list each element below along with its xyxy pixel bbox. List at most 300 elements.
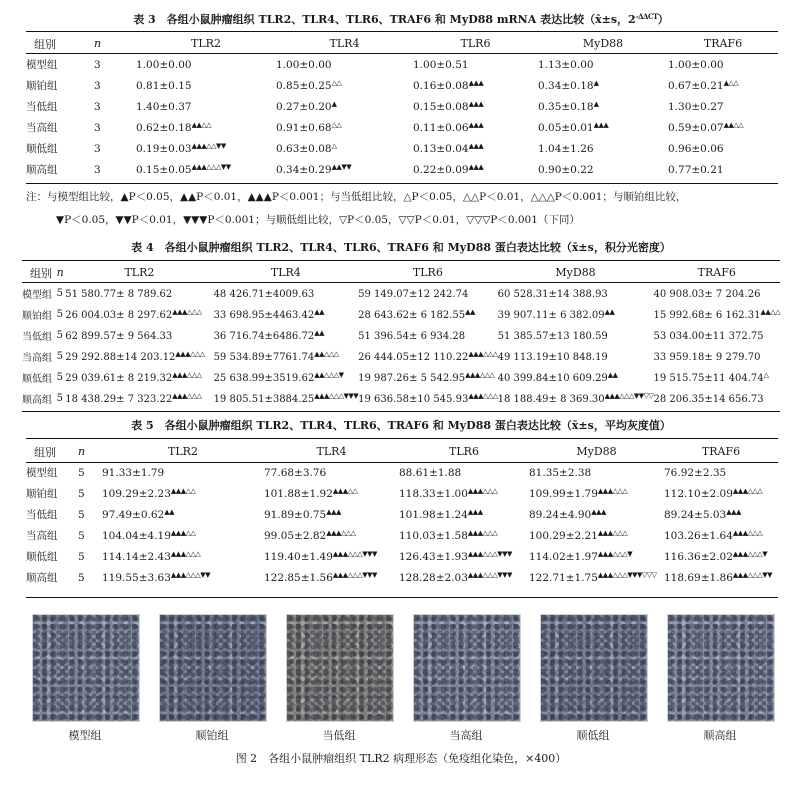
value-cell bbox=[136, 117, 276, 138]
value-cell bbox=[668, 138, 778, 159]
group-cell: 当高组 bbox=[22, 353, 52, 364]
group-cell: 当高组 bbox=[26, 122, 58, 134]
value-cell bbox=[276, 54, 413, 75]
table3-top-rule bbox=[26, 31, 778, 32]
value-cell bbox=[276, 75, 413, 96]
n-cell: 3 bbox=[94, 100, 101, 113]
cell-value: 91.33±1.79 bbox=[102, 467, 165, 479]
micrograph-cis-low bbox=[540, 614, 648, 722]
n-cell: 3 bbox=[94, 58, 101, 71]
value-cell bbox=[529, 504, 664, 525]
cell-value: 1.00±0.00 bbox=[668, 59, 724, 71]
value-cell bbox=[399, 483, 529, 504]
column-header: TLR6 bbox=[412, 266, 443, 279]
group-cell: 当低组 bbox=[22, 332, 52, 343]
cell-value: 40 908.03± 7 204.26 bbox=[653, 289, 761, 300]
significance-marks: ▲▲▲△△△▼▼▼ bbox=[467, 571, 512, 579]
significance-marks: ▲▲▲△△△▼▼ bbox=[191, 163, 231, 171]
cell-value: 18 188.49± 8 369.30 bbox=[497, 394, 605, 405]
panel-label-cis-low: 顺低组 bbox=[576, 729, 610, 742]
n-cell: 5 bbox=[56, 309, 64, 320]
cell-value: 0.59±0.07 bbox=[668, 122, 724, 134]
cell-value: 114.02±1.97 bbox=[529, 551, 598, 563]
cell-value: 0.16±0.08 bbox=[413, 80, 469, 92]
cell-value: 104.04±4.19 bbox=[102, 530, 171, 542]
value-cell bbox=[538, 75, 668, 96]
micrograph-low-dose bbox=[286, 614, 394, 722]
value-cell bbox=[65, 388, 213, 409]
cell-value: 36 716.74±6486.72 bbox=[213, 331, 315, 342]
value-cell bbox=[136, 96, 276, 117]
value-cell bbox=[664, 525, 778, 546]
table5-caption: 表 5 各组小鼠肿瘤组织 TLR2、TLR4、TLR6、TRAF6 和 MyD88 蛋白表达比较（x̄±s，平均灰度值） bbox=[131, 419, 671, 432]
significance-marks: ▲▲▲ bbox=[591, 508, 606, 516]
n-cell: 3 bbox=[94, 142, 101, 155]
column-header: TRAF6 bbox=[697, 266, 736, 279]
cell-value: 118.69±1.86 bbox=[664, 572, 733, 584]
value-cell bbox=[664, 567, 778, 588]
cell-value: 28 643.62± 6 182.55 bbox=[358, 310, 466, 321]
cell-value: 88.61±1.88 bbox=[399, 467, 462, 479]
significance-marks: ▲▲▲△△△▼▼ bbox=[732, 571, 772, 579]
value-cell bbox=[399, 462, 529, 483]
value-cell bbox=[264, 546, 399, 567]
cell-value: 110.03±1.58 bbox=[399, 530, 468, 542]
cell-value: 19 636.58±10 545.93 bbox=[358, 394, 469, 405]
cell-value: 0.22±0.09 bbox=[413, 164, 469, 176]
significance-marks: ▲▲▲△△△ bbox=[732, 487, 763, 495]
value-cell bbox=[538, 96, 668, 117]
cell-value: 0.27±0.20 bbox=[276, 101, 332, 113]
group-cell: 顺低组 bbox=[26, 143, 58, 155]
value-cell bbox=[538, 159, 668, 180]
group-cell: 当低组 bbox=[26, 509, 58, 521]
value-cell bbox=[668, 96, 778, 117]
significance-marks: ▲▲△△ bbox=[760, 308, 780, 316]
cell-value: 28 206.35±14 656.73 bbox=[653, 394, 764, 405]
significance-marks: ▲ bbox=[331, 100, 337, 108]
value-cell bbox=[358, 346, 497, 367]
significance-marks: ▲▲▲△△△▼▼▼ bbox=[314, 392, 359, 400]
significance-marks: ▲▲▲△△△▼▼▽▽ bbox=[604, 392, 654, 400]
cell-value: 112.10±2.09 bbox=[664, 488, 733, 500]
table4-body bbox=[22, 283, 780, 409]
cell-value: 1.40±0.37 bbox=[136, 101, 192, 113]
cell-value: 59 149.07±12 242.74 bbox=[358, 289, 469, 300]
significance-marks: ▲▲▲ bbox=[468, 163, 484, 171]
cell-value: 15 992.68± 6 162.31 bbox=[653, 310, 761, 321]
table-row bbox=[22, 283, 780, 304]
value-cell bbox=[65, 283, 213, 304]
value-cell bbox=[498, 367, 654, 388]
n-cell: 5 bbox=[78, 508, 85, 521]
value-cell bbox=[529, 483, 664, 504]
table-row bbox=[26, 54, 778, 75]
significance-marks: ▲▲▲ bbox=[468, 121, 484, 129]
value-cell bbox=[276, 138, 413, 159]
table5-bottom-rule bbox=[26, 597, 778, 598]
value-cell bbox=[413, 159, 538, 180]
cell-value: 0.34±0.18 bbox=[538, 80, 594, 92]
n-cell: 3 bbox=[94, 121, 101, 134]
cell-value: 33 698.95±4463.42 bbox=[213, 310, 315, 321]
cell-value: 0.05±0.01 bbox=[538, 122, 594, 134]
value-cell bbox=[358, 304, 497, 325]
cell-value: 53 034.00±11 372.75 bbox=[653, 331, 764, 342]
value-cell bbox=[529, 567, 664, 588]
value-cell bbox=[668, 54, 778, 75]
column-header: MyD88 bbox=[555, 266, 596, 279]
cell-value: 1.30±0.27 bbox=[668, 101, 724, 113]
value-cell bbox=[136, 138, 276, 159]
significance-marks: ▲▲▲△△△▼ bbox=[732, 550, 768, 558]
significance-marks: ▲▲△△△ bbox=[314, 350, 339, 358]
significance-marks: ▲△△ bbox=[723, 79, 739, 87]
value-cell bbox=[653, 325, 780, 346]
cell-value: 100.29±2.21 bbox=[529, 530, 598, 542]
cell-value: 0.15±0.05 bbox=[136, 164, 192, 176]
table4-header bbox=[22, 262, 780, 283]
significance-marks: ▲▲▼▼ bbox=[331, 163, 352, 171]
significance-marks: ▲▲▲△△△▼ bbox=[597, 550, 633, 558]
cell-value: 103.26±1.64 bbox=[664, 530, 733, 542]
value-cell bbox=[358, 388, 497, 409]
cell-value: 0.67±0.21 bbox=[668, 80, 724, 92]
value-cell bbox=[529, 546, 664, 567]
significance-marks: ▲▲△△ bbox=[191, 121, 212, 129]
cell-value: 1.00±0.00 bbox=[136, 59, 192, 71]
value-cell bbox=[538, 54, 668, 75]
significance-marks: ▲ bbox=[593, 100, 599, 108]
value-cell bbox=[264, 567, 399, 588]
n-cell: 5 bbox=[56, 351, 64, 362]
column-header: MyD88 bbox=[582, 37, 624, 50]
significance-marks: ▲▲▲△△△ bbox=[172, 371, 202, 379]
cell-value: 0.96±0.06 bbox=[668, 143, 724, 155]
significance-marks: △△ bbox=[331, 121, 342, 129]
table4-caption: 表 4 各组小鼠肿瘤组织 TLR2、TLR4、TLR6、TRAF6 和 MyD88 蛋白表达比较（x̄±s，积分光密度） bbox=[131, 241, 671, 254]
cell-value: 128.28±2.03 bbox=[399, 572, 468, 584]
significance-marks: ▲▲▲△△△ bbox=[468, 350, 498, 358]
significance-marks: ▲▲▲△△△ bbox=[465, 371, 495, 379]
value-cell bbox=[264, 525, 399, 546]
value-cell bbox=[653, 283, 780, 304]
n-cell: 5 bbox=[56, 288, 64, 299]
significance-marks: ▲▲▲ bbox=[468, 79, 484, 87]
value-cell bbox=[399, 567, 529, 588]
column-header: n bbox=[56, 266, 64, 279]
significance-marks: ▲▲▲△△△▼▼ bbox=[170, 571, 210, 579]
value-cell bbox=[664, 546, 778, 567]
significance-marks: ▲▲▲△△△ bbox=[468, 392, 498, 400]
value-cell bbox=[214, 325, 359, 346]
value-cell bbox=[264, 462, 399, 483]
significance-marks: ▲▲ bbox=[314, 329, 324, 337]
value-cell bbox=[264, 504, 399, 525]
table-row bbox=[22, 367, 780, 388]
significance-marks: ▲▲▲ bbox=[593, 121, 609, 129]
n-cell: 5 bbox=[78, 550, 85, 563]
value-cell bbox=[529, 462, 664, 483]
n-cell: 5 bbox=[56, 393, 64, 404]
significance-marks: ▲▲▲ bbox=[468, 142, 484, 150]
micrograph-model bbox=[32, 614, 140, 722]
cell-value: 118.33±1.00 bbox=[399, 488, 468, 500]
cell-value: 51 580.77± 8 789.62 bbox=[65, 289, 173, 300]
significance-marks: ▲▲△△△▼ bbox=[314, 371, 344, 379]
cell-value: 89.24±5.03 bbox=[664, 509, 727, 521]
table4-header-row bbox=[22, 262, 780, 283]
n-cell: 5 bbox=[78, 487, 85, 500]
significance-marks: ▲▲▲△△△ bbox=[172, 308, 202, 316]
group-cell: 顺铂组 bbox=[26, 80, 58, 92]
cell-value: 101.88±1.92 bbox=[264, 488, 333, 500]
value-cell bbox=[413, 138, 538, 159]
significance-marks: ▲▲▲△△△ bbox=[467, 529, 498, 537]
value-cell bbox=[668, 117, 778, 138]
group-cell: 当低组 bbox=[26, 101, 58, 113]
micrograph-high-dose bbox=[413, 614, 521, 722]
significance-marks: ▲▲▲△△ bbox=[170, 487, 196, 495]
value-cell bbox=[653, 304, 780, 325]
significance-marks: ▲▲ bbox=[604, 308, 615, 316]
group-cell: 顺铂组 bbox=[22, 311, 52, 322]
significance-marks: ▲▲ bbox=[164, 508, 175, 516]
table-row bbox=[26, 138, 778, 159]
value-cell bbox=[65, 346, 213, 367]
table3-body bbox=[26, 54, 778, 180]
value-cell bbox=[664, 462, 778, 483]
value-cell bbox=[538, 138, 668, 159]
value-cell bbox=[136, 54, 276, 75]
micrograph-cis-high bbox=[667, 614, 775, 722]
value-cell bbox=[214, 346, 359, 367]
cell-value: 62 899.57± 9 564.33 bbox=[65, 331, 173, 342]
value-cell bbox=[668, 159, 778, 180]
group-cell: 模型组 bbox=[26, 467, 58, 479]
table-row bbox=[22, 346, 780, 367]
significance-marks: ▲▲▲△△△ bbox=[732, 529, 763, 537]
table-row bbox=[26, 159, 778, 180]
value-cell bbox=[65, 304, 213, 325]
table4 bbox=[22, 262, 780, 409]
column-header: 组别 bbox=[34, 445, 56, 459]
cell-value: 60 528.31±14 388.93 bbox=[497, 289, 608, 300]
table-row bbox=[26, 504, 778, 525]
table3-bottom-rule bbox=[26, 183, 778, 184]
significance-marks: ▲▲ bbox=[607, 371, 618, 379]
value-cell bbox=[413, 75, 538, 96]
significance-marks: ▲▲▲△△△▼▼▼▽▽▽ bbox=[597, 571, 657, 579]
cell-value: 109.29±2.23 bbox=[102, 488, 171, 500]
column-header: n bbox=[78, 445, 86, 458]
table5-top-rule bbox=[26, 438, 778, 439]
table-note-line2: ▼P＜0.05，▼▼P＜0.01，▼▼▼P＜0.001；与顺低组比较，▽P＜0.05，▽▽P＜0.01，▽▽▽P＜0.001（下同） bbox=[56, 214, 580, 226]
table-row bbox=[26, 525, 778, 546]
cell-value: 26 004.03± 8 297.62 bbox=[65, 310, 173, 321]
value-cell bbox=[214, 388, 359, 409]
panel-label-cisplatin: 顺铂组 bbox=[195, 729, 229, 742]
group-cell: 顺高组 bbox=[26, 164, 58, 176]
value-cell bbox=[498, 283, 654, 304]
cell-value: 1.04±1.26 bbox=[538, 143, 594, 155]
panel-label-high-dose: 当高组 bbox=[449, 729, 483, 742]
value-cell bbox=[358, 367, 497, 388]
cell-value: 116.36±2.02 bbox=[664, 551, 733, 563]
cell-value: 39 907.11± 6 382.09 bbox=[497, 310, 605, 321]
panel-label-cis-high: 顺高组 bbox=[703, 729, 737, 742]
cell-value: 0.15±0.08 bbox=[413, 101, 469, 113]
value-cell bbox=[498, 388, 654, 409]
column-header: TLR6 bbox=[460, 37, 491, 50]
column-header: TLR2 bbox=[168, 445, 198, 458]
cell-value: 0.34±0.29 bbox=[276, 164, 332, 176]
value-cell bbox=[65, 367, 213, 388]
table-row bbox=[26, 546, 778, 567]
value-cell bbox=[214, 367, 359, 388]
cell-value: 119.40±1.49 bbox=[264, 551, 333, 563]
cell-value: 18 438.29± 7 323.22 bbox=[65, 394, 173, 405]
n-cell: 5 bbox=[56, 330, 64, 341]
table-row bbox=[26, 96, 778, 117]
group-cell: 模型组 bbox=[26, 59, 58, 71]
cell-value: 126.43±1.93 bbox=[399, 551, 468, 563]
cell-value: 48 426.71±4009.63 bbox=[213, 289, 315, 300]
table-row bbox=[26, 483, 778, 504]
cell-value: 29 292.88±14 203.12 bbox=[65, 352, 176, 363]
column-header: TRAF6 bbox=[701, 445, 741, 458]
value-cell bbox=[264, 483, 399, 504]
cell-value: 1.00±0.00 bbox=[276, 59, 332, 71]
value-cell bbox=[664, 483, 778, 504]
significance-marks: ▲▲▲△△△▼▼▼ bbox=[467, 550, 512, 558]
value-cell bbox=[102, 525, 264, 546]
value-cell bbox=[102, 546, 264, 567]
table5 bbox=[26, 441, 778, 588]
group-cell: 顺高组 bbox=[22, 395, 52, 406]
cell-value: 0.90±0.22 bbox=[538, 164, 594, 176]
significance-marks: ▲▲▲△△△▼▼▼ bbox=[332, 550, 377, 558]
value-cell bbox=[276, 117, 413, 138]
cell-value: 0.11±0.06 bbox=[413, 122, 469, 134]
cell-value: 19 515.75±11 404.74 bbox=[653, 373, 764, 384]
cell-value: 1.00±0.51 bbox=[413, 59, 469, 71]
value-cell bbox=[498, 346, 654, 367]
table-row bbox=[26, 117, 778, 138]
cell-value: 89.24±4.90 bbox=[529, 509, 592, 521]
value-cell bbox=[102, 462, 264, 483]
cell-value: 109.99±1.79 bbox=[529, 488, 598, 500]
significance-marks: ▲▲▲△△ bbox=[332, 487, 358, 495]
cell-value: 97.49±0.62 bbox=[102, 509, 165, 521]
group-cell: 顺低组 bbox=[26, 551, 58, 563]
table4-bottom-rule bbox=[22, 411, 780, 412]
cell-value: 0.91±0.68 bbox=[276, 122, 332, 134]
significance-marks: ▲ bbox=[593, 79, 599, 87]
value-cell bbox=[399, 525, 529, 546]
table-note-line1: 注：与模型组比较，▲P＜0.05，▲▲P＜0.01，▲▲▲P＜0.001；与当低组比较，△P＜0.05，△△P＜0.01，△△△P＜0.001；与顺铂组比较， bbox=[26, 191, 687, 203]
n-cell: 5 bbox=[78, 571, 85, 584]
value-cell bbox=[136, 159, 276, 180]
significance-marks: ▲▲▲△△△▼▼▼ bbox=[332, 571, 377, 579]
column-header: TLR2 bbox=[191, 37, 221, 50]
cell-value: 59 534.89±7761.74 bbox=[213, 352, 315, 363]
value-cell bbox=[498, 304, 654, 325]
table-row bbox=[26, 567, 778, 588]
cell-value: 0.81±0.15 bbox=[136, 80, 192, 92]
table4-top-rule bbox=[22, 260, 780, 261]
group-cell: 模型组 bbox=[22, 290, 52, 301]
significance-marks: △△ bbox=[331, 79, 342, 87]
significance-marks: ▲▲▲△△△ bbox=[175, 350, 205, 358]
significance-marks: ▲▲▲△△△ bbox=[170, 550, 201, 558]
value-cell bbox=[653, 388, 780, 409]
cell-value: 29 039.61± 8 219.32 bbox=[65, 373, 173, 384]
value-cell bbox=[214, 304, 359, 325]
value-cell bbox=[102, 483, 264, 504]
value-cell bbox=[498, 325, 654, 346]
table-row bbox=[26, 462, 778, 483]
cell-value: 122.85±1.56 bbox=[264, 572, 333, 584]
cell-value: 49 113.19±10 848.19 bbox=[497, 352, 608, 363]
cell-value: 26 444.05±12 110.22 bbox=[358, 352, 469, 363]
group-cell: 顺低组 bbox=[22, 374, 52, 385]
value-cell bbox=[413, 54, 538, 75]
significance-marks: ▲▲ bbox=[314, 308, 324, 316]
significance-marks: ▲▲▲ bbox=[467, 508, 483, 516]
column-header: MyD88 bbox=[576, 445, 617, 458]
significance-marks: △ bbox=[763, 371, 769, 379]
n-cell: 3 bbox=[94, 163, 101, 176]
cell-value: 81.35±2.38 bbox=[529, 467, 592, 479]
significance-marks: ▲▲▲ bbox=[468, 100, 484, 108]
value-cell bbox=[413, 96, 538, 117]
significance-marks: ▲▲ bbox=[465, 308, 475, 316]
cell-value: 0.62±0.18 bbox=[136, 122, 192, 134]
significance-marks: ▲▲▲△△△ bbox=[467, 487, 498, 495]
significance-marks: ▲▲▲△△▼▼ bbox=[191, 142, 226, 150]
significance-marks: ▲▲△△ bbox=[723, 121, 744, 129]
value-cell bbox=[358, 325, 497, 346]
significance-marks: ▲▲▲ bbox=[726, 508, 741, 516]
cell-value: 77.68±3.76 bbox=[264, 467, 327, 479]
group-cell: 顺高组 bbox=[26, 572, 58, 584]
table-row bbox=[22, 388, 780, 409]
value-cell bbox=[214, 283, 359, 304]
column-header: TRAF6 bbox=[703, 37, 743, 50]
panel-label-model: 模型组 bbox=[68, 729, 102, 742]
cell-value: 0.85±0.25 bbox=[276, 80, 332, 92]
column-header: 组别 bbox=[34, 37, 56, 51]
significance-marks: ▲▲▲ bbox=[326, 508, 341, 516]
value-cell bbox=[399, 504, 529, 525]
value-cell bbox=[538, 117, 668, 138]
value-cell bbox=[413, 117, 538, 138]
cell-value: 1.13±0.00 bbox=[538, 59, 594, 71]
figure2-caption: 图 2 各组小鼠肿瘤组织 TLR2 病理形态（免疫组化染色，×400） bbox=[235, 752, 567, 765]
value-cell bbox=[668, 75, 778, 96]
cell-value: 51 396.54± 6 934.28 bbox=[358, 331, 466, 342]
table3-header-row bbox=[26, 33, 778, 54]
significance-marks: ▲▲▲△△△ bbox=[597, 529, 628, 537]
table3 bbox=[26, 33, 778, 180]
cell-value: 0.63±0.08 bbox=[276, 143, 332, 155]
significance-marks: ▲▲▲△△△ bbox=[326, 529, 356, 537]
cell-value: 25 638.99±3519.62 bbox=[213, 373, 315, 384]
cell-value: 122.71±1.75 bbox=[529, 572, 598, 584]
cell-value: 0.13±0.04 bbox=[413, 143, 469, 155]
cell-value: 33 959.18± 9 279.70 bbox=[653, 352, 761, 363]
